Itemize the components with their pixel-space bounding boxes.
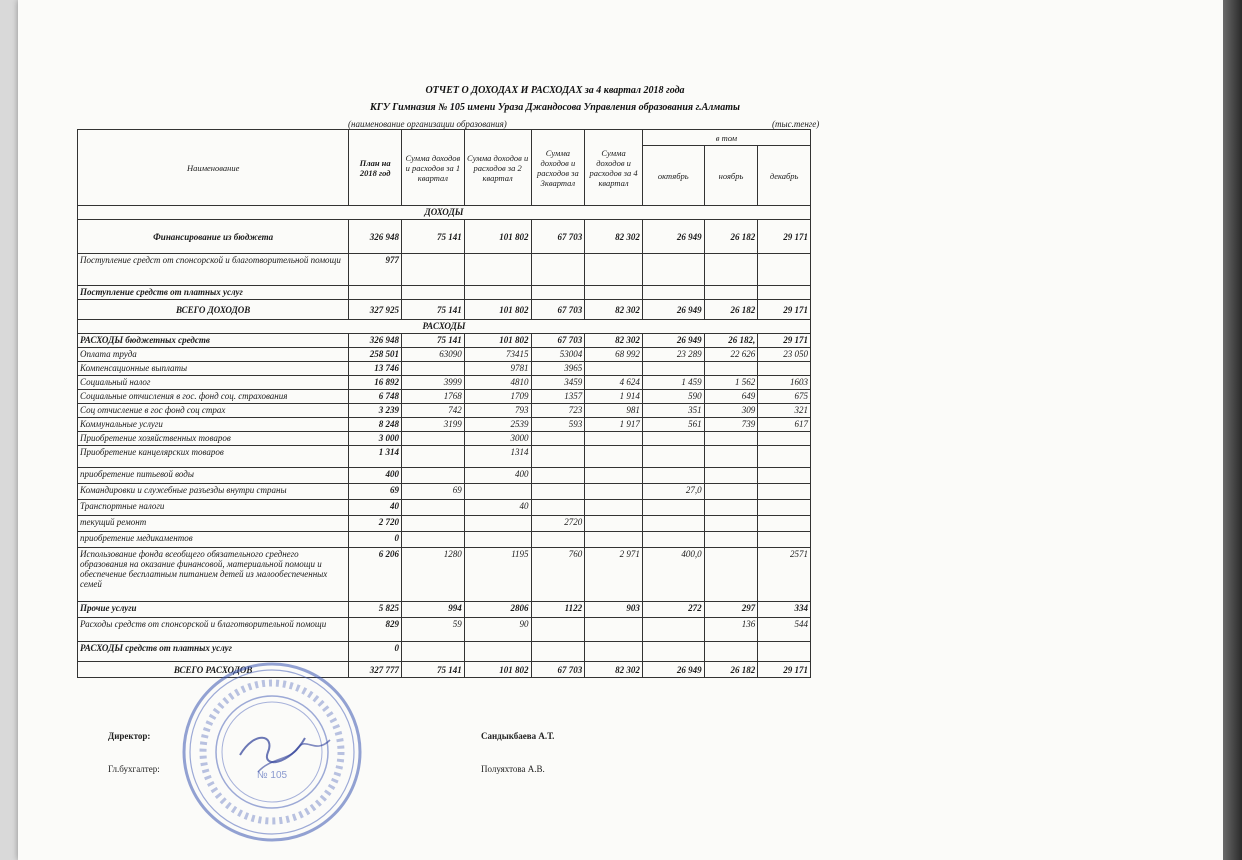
organization-name: КГУ Гимназия № 105 имени Ураза Джандосова Управления образования г.Алматы bbox=[370, 102, 740, 113]
cell-oct: 351 bbox=[642, 404, 704, 418]
row-label: Приобретение канцелярских товаров bbox=[78, 446, 349, 468]
cell-q4 bbox=[585, 500, 643, 516]
cell-oct bbox=[642, 618, 704, 642]
row-label: текущий ремонт bbox=[78, 516, 349, 532]
cell-nov bbox=[704, 484, 758, 500]
cell-q1: 742 bbox=[401, 404, 464, 418]
cell-nov: 26 182, bbox=[704, 334, 758, 348]
cell-plan: 1 314 bbox=[349, 446, 402, 468]
table-row bbox=[78, 642, 811, 662]
cell-oct bbox=[642, 362, 704, 376]
cell-oct bbox=[642, 642, 704, 662]
table-row bbox=[78, 532, 811, 548]
row-label: РАСХОДЫ бюджетных средств bbox=[78, 334, 349, 348]
cell-q1: 994 bbox=[401, 602, 464, 618]
cell-dec: 1603 bbox=[758, 376, 811, 390]
cell-dec: 23 050 bbox=[758, 348, 811, 362]
cell-dec: 29 171 bbox=[758, 662, 811, 678]
cell-dec: 544 bbox=[758, 618, 811, 642]
cell-nov bbox=[704, 516, 758, 532]
cell-q1: 75 141 bbox=[401, 334, 464, 348]
header-oct: октябрь bbox=[642, 146, 704, 206]
cell-nov: 649 bbox=[704, 390, 758, 404]
header-in-that: в том bbox=[642, 130, 810, 146]
row-label: приобретение питьевой воды bbox=[78, 468, 349, 484]
row-label: Финансирование из бюджета bbox=[78, 220, 349, 254]
cell-nov bbox=[704, 254, 758, 286]
cell-nov bbox=[704, 548, 758, 602]
table-row bbox=[78, 418, 811, 432]
cell-dec bbox=[758, 516, 811, 532]
cell-dec: 2571 bbox=[758, 548, 811, 602]
cell-q3 bbox=[531, 468, 585, 484]
cell-q2: 2806 bbox=[464, 602, 531, 618]
cell-q4: 2 971 bbox=[585, 548, 643, 602]
cell-oct: 400,0 bbox=[642, 548, 704, 602]
section-expense: РАСХОДЫ bbox=[78, 320, 811, 334]
cell-q1 bbox=[401, 286, 464, 300]
cell-q3: 67 703 bbox=[531, 334, 585, 348]
cell-q4 bbox=[585, 532, 643, 548]
section-income: ДОХОДЫ bbox=[78, 206, 811, 220]
cell-q1: 59 bbox=[401, 618, 464, 642]
cell-nov: 136 bbox=[704, 618, 758, 642]
accountant-name: Полуяхтова А.В. bbox=[481, 764, 545, 774]
cell-nov: 26 182 bbox=[704, 662, 758, 678]
cell-nov bbox=[704, 286, 758, 300]
table-row bbox=[78, 484, 811, 500]
cell-q2: 400 bbox=[464, 468, 531, 484]
cell-q3 bbox=[531, 642, 585, 662]
table-row bbox=[78, 348, 811, 362]
organization-note: (наименование организации образования) bbox=[348, 119, 507, 129]
cell-q1: 1768 bbox=[401, 390, 464, 404]
cell-q4: 82 302 bbox=[585, 300, 643, 320]
cell-q3: 2720 bbox=[531, 516, 585, 532]
cell-q4 bbox=[585, 618, 643, 642]
cell-q4: 82 302 bbox=[585, 334, 643, 348]
cell-q2: 90 bbox=[464, 618, 531, 642]
cell-oct bbox=[642, 516, 704, 532]
cell-q2 bbox=[464, 516, 531, 532]
cell-q4 bbox=[585, 484, 643, 500]
cell-q4 bbox=[585, 286, 643, 300]
cell-q2 bbox=[464, 286, 531, 300]
header-plan: План на 2018 год bbox=[349, 130, 402, 206]
cell-plan: 6 748 bbox=[349, 390, 402, 404]
cell-dec bbox=[758, 432, 811, 446]
row-label: Командировки и служебные разъезды внутри страны bbox=[78, 484, 349, 500]
cell-oct bbox=[642, 286, 704, 300]
row-label: ВСЕГО РАСХОДОВ bbox=[78, 662, 349, 678]
row-label: Соц отчисление в гос фонд соц страх bbox=[78, 404, 349, 418]
row-label: РАСХОДЫ средств от платных услуг bbox=[78, 642, 349, 662]
cell-q1: 75 141 bbox=[401, 662, 464, 678]
cell-q3: 723 bbox=[531, 404, 585, 418]
cell-nov: 22 626 bbox=[704, 348, 758, 362]
unit-note: (тыс.тенге) bbox=[772, 119, 820, 129]
cell-plan: 0 bbox=[349, 642, 402, 662]
cell-oct: 561 bbox=[642, 418, 704, 432]
cell-oct bbox=[642, 446, 704, 468]
cell-dec bbox=[758, 286, 811, 300]
cell-q4: 4 624 bbox=[585, 376, 643, 390]
cell-q4 bbox=[585, 468, 643, 484]
cell-q2: 4810 bbox=[464, 376, 531, 390]
cell-q4 bbox=[585, 254, 643, 286]
cell-q3 bbox=[531, 286, 585, 300]
cell-q3: 1122 bbox=[531, 602, 585, 618]
cell-q2: 1195 bbox=[464, 548, 531, 602]
cell-dec bbox=[758, 642, 811, 662]
cell-q4: 981 bbox=[585, 404, 643, 418]
cell-q3 bbox=[531, 432, 585, 446]
cell-q2 bbox=[464, 642, 531, 662]
accountant-label: Гл.бухгалтер: bbox=[108, 764, 160, 774]
director-label: Директор: bbox=[108, 731, 151, 741]
row-label: Коммунальные услуги bbox=[78, 418, 349, 432]
header-dec: декабрь bbox=[758, 146, 811, 206]
cell-q3: 53004 bbox=[531, 348, 585, 362]
cell-oct bbox=[642, 254, 704, 286]
cell-nov: 26 182 bbox=[704, 300, 758, 320]
cell-q4: 82 302 bbox=[585, 220, 643, 254]
cell-dec bbox=[758, 254, 811, 286]
cell-dec: 29 171 bbox=[758, 220, 811, 254]
table-row bbox=[78, 300, 811, 320]
cell-plan: 8 248 bbox=[349, 418, 402, 432]
row-label: ВСЕГО ДОХОДОВ bbox=[78, 300, 349, 320]
row-label: приобретение медикаментов bbox=[78, 532, 349, 548]
cell-q2: 73415 bbox=[464, 348, 531, 362]
cell-q2: 2539 bbox=[464, 418, 531, 432]
cell-nov bbox=[704, 432, 758, 446]
cell-nov: 309 bbox=[704, 404, 758, 418]
cell-q1: 3199 bbox=[401, 418, 464, 432]
row-label: Оплата труда bbox=[78, 348, 349, 362]
cell-oct bbox=[642, 532, 704, 548]
cell-q2: 793 bbox=[464, 404, 531, 418]
cell-plan: 69 bbox=[349, 484, 402, 500]
table-row bbox=[78, 468, 811, 484]
cell-q1: 69 bbox=[401, 484, 464, 500]
cell-q3 bbox=[531, 532, 585, 548]
cell-plan: 13 746 bbox=[349, 362, 402, 376]
cell-nov: 297 bbox=[704, 602, 758, 618]
cell-q1: 75 141 bbox=[401, 300, 464, 320]
cell-dec bbox=[758, 362, 811, 376]
cell-q2: 9781 bbox=[464, 362, 531, 376]
cell-oct: 272 bbox=[642, 602, 704, 618]
cell-q2: 101 802 bbox=[464, 662, 531, 678]
cell-plan: 2 720 bbox=[349, 516, 402, 532]
cell-q3: 3965 bbox=[531, 362, 585, 376]
cell-q1 bbox=[401, 642, 464, 662]
cell-dec: 675 bbox=[758, 390, 811, 404]
header-nov: ноябрь bbox=[704, 146, 758, 206]
report-title: ОТЧЕТ О ДОХОДАХ И РАСХОДАХ за 4 квартал 2018 года bbox=[425, 85, 685, 96]
cell-q3: 67 703 bbox=[531, 300, 585, 320]
cell-q4: 68 992 bbox=[585, 348, 643, 362]
cell-plan: 258 501 bbox=[349, 348, 402, 362]
cell-plan: 5 825 bbox=[349, 602, 402, 618]
cell-plan: 400 bbox=[349, 468, 402, 484]
table-row bbox=[78, 286, 811, 300]
row-label: Прочие услуги bbox=[78, 602, 349, 618]
cell-q1 bbox=[401, 516, 464, 532]
cell-plan: 0 bbox=[349, 532, 402, 548]
cell-dec: 29 171 bbox=[758, 300, 811, 320]
table-row bbox=[78, 376, 811, 390]
table-row bbox=[78, 390, 811, 404]
header-q3: Сумма доходов и расходов за 3квартал bbox=[531, 130, 585, 206]
cell-oct: 27,0 bbox=[642, 484, 704, 500]
cell-plan: 16 892 bbox=[349, 376, 402, 390]
cell-q4 bbox=[585, 642, 643, 662]
cell-oct: 1 459 bbox=[642, 376, 704, 390]
cell-q2: 101 802 bbox=[464, 220, 531, 254]
cell-q1: 3999 bbox=[401, 376, 464, 390]
cell-q2: 101 802 bbox=[464, 334, 531, 348]
cell-q3 bbox=[531, 446, 585, 468]
cell-nov bbox=[704, 532, 758, 548]
table-row bbox=[78, 334, 811, 348]
official-stamp-seal bbox=[180, 660, 364, 844]
header-q4: Сумма доходов и расходов за 4 квартал bbox=[585, 130, 643, 206]
cell-q2: 101 802 bbox=[464, 300, 531, 320]
cell-oct: 590 bbox=[642, 390, 704, 404]
cell-q2 bbox=[464, 484, 531, 500]
cell-q3: 760 bbox=[531, 548, 585, 602]
cell-q1 bbox=[401, 254, 464, 286]
table-row bbox=[78, 220, 811, 254]
cell-dec: 617 bbox=[758, 418, 811, 432]
cell-plan: 829 bbox=[349, 618, 402, 642]
cell-nov bbox=[704, 468, 758, 484]
cell-dec: 29 171 bbox=[758, 334, 811, 348]
cell-plan: 977 bbox=[349, 254, 402, 286]
cell-q2: 1709 bbox=[464, 390, 531, 404]
cell-oct bbox=[642, 500, 704, 516]
cell-nov bbox=[704, 642, 758, 662]
row-label: Поступление средств от платных услуг bbox=[78, 286, 349, 300]
cell-nov: 739 bbox=[704, 418, 758, 432]
director-name: Сандыкбаева А.Т. bbox=[481, 731, 555, 741]
cell-q4 bbox=[585, 516, 643, 532]
cell-plan: 3 239 bbox=[349, 404, 402, 418]
cell-nov bbox=[704, 500, 758, 516]
cell-oct: 26 949 bbox=[642, 300, 704, 320]
cell-q3: 593 bbox=[531, 418, 585, 432]
cell-nov bbox=[704, 362, 758, 376]
cell-plan: 327 925 bbox=[349, 300, 402, 320]
cell-q1: 1280 bbox=[401, 548, 464, 602]
cell-nov: 26 182 bbox=[704, 220, 758, 254]
cell-dec: 321 bbox=[758, 404, 811, 418]
cell-q2 bbox=[464, 254, 531, 286]
cell-q3 bbox=[531, 618, 585, 642]
cell-q3: 1357 bbox=[531, 390, 585, 404]
table-row bbox=[78, 362, 811, 376]
cell-plan: 40 bbox=[349, 500, 402, 516]
cell-q2: 40 bbox=[464, 500, 531, 516]
table-row bbox=[78, 548, 811, 602]
header-name: Наименование bbox=[78, 130, 349, 206]
header-q2: Сумма доходов и расходов за 2 квартал bbox=[464, 130, 531, 206]
row-label: Компенсационные выплаты bbox=[78, 362, 349, 376]
cell-plan: 326 948 bbox=[349, 220, 402, 254]
header-q1: Сумма доходов и расходов за 1 квартал bbox=[401, 130, 464, 206]
cell-q3 bbox=[531, 500, 585, 516]
cell-q1 bbox=[401, 362, 464, 376]
cell-plan: 327 777 bbox=[349, 662, 402, 678]
cell-q2: 3000 bbox=[464, 432, 531, 446]
cell-q4 bbox=[585, 432, 643, 446]
svg-text:№ 105: № 105 bbox=[256, 770, 288, 781]
cell-q1: 75 141 bbox=[401, 220, 464, 254]
table-row bbox=[78, 254, 811, 286]
cell-q3: 67 703 bbox=[531, 662, 585, 678]
table-row bbox=[78, 446, 811, 468]
row-label: Поступление средст от спонсорской и благотворительной помощи bbox=[78, 254, 349, 286]
cell-q4 bbox=[585, 446, 643, 468]
cell-plan: 326 948 bbox=[349, 334, 402, 348]
cell-oct: 26 949 bbox=[642, 220, 704, 254]
cell-dec bbox=[758, 468, 811, 484]
table-row bbox=[78, 404, 811, 418]
cell-plan bbox=[349, 286, 402, 300]
cell-dec bbox=[758, 484, 811, 500]
cell-q3: 3459 bbox=[531, 376, 585, 390]
cell-q3 bbox=[531, 484, 585, 500]
row-label: Транспортные налоги bbox=[78, 500, 349, 516]
table-row bbox=[78, 500, 811, 516]
table-row bbox=[78, 516, 811, 532]
scan-edge-shadow bbox=[1223, 0, 1242, 860]
cell-oct: 26 949 bbox=[642, 334, 704, 348]
cell-q1 bbox=[401, 500, 464, 516]
cell-q1 bbox=[401, 532, 464, 548]
cell-q4: 1 917 bbox=[585, 418, 643, 432]
row-label: Социальный налог bbox=[78, 376, 349, 390]
cell-oct bbox=[642, 432, 704, 446]
cell-dec bbox=[758, 532, 811, 548]
row-label: Расходы средств от спонсорской и благотворительной помощи bbox=[78, 618, 349, 642]
cell-nov: 1 562 bbox=[704, 376, 758, 390]
table-row bbox=[78, 432, 811, 446]
cell-q4: 82 302 bbox=[585, 662, 643, 678]
cell-plan: 3 000 bbox=[349, 432, 402, 446]
table-row bbox=[78, 602, 811, 618]
cell-oct: 26 949 bbox=[642, 662, 704, 678]
cell-q1: 63090 bbox=[401, 348, 464, 362]
row-label: Использование фонда всеобщего обязательного среднего образования на оказание финансовой, материальной помощи и обеспечение бесплатным питанием детей из малообеспеченных семей bbox=[78, 548, 349, 602]
cell-dec bbox=[758, 446, 811, 468]
cell-q4 bbox=[585, 362, 643, 376]
cell-q2 bbox=[464, 532, 531, 548]
row-label: Приобретение хозяйственных товаров bbox=[78, 432, 349, 446]
cell-q1 bbox=[401, 446, 464, 468]
cell-dec: 334 bbox=[758, 602, 811, 618]
report-table bbox=[77, 129, 811, 678]
cell-plan: 6 206 bbox=[349, 548, 402, 602]
cell-q1 bbox=[401, 432, 464, 446]
cell-oct bbox=[642, 468, 704, 484]
cell-dec bbox=[758, 500, 811, 516]
cell-q3: 67 703 bbox=[531, 220, 585, 254]
cell-q4: 1 914 bbox=[585, 390, 643, 404]
cell-nov bbox=[704, 446, 758, 468]
table-row bbox=[78, 618, 811, 642]
cell-q3 bbox=[531, 254, 585, 286]
cell-oct: 23 289 bbox=[642, 348, 704, 362]
cell-q4: 903 bbox=[585, 602, 643, 618]
cell-q2: 1314 bbox=[464, 446, 531, 468]
cell-q1 bbox=[401, 468, 464, 484]
row-label: Социальные отчисления в гос. фонд соц. страхования bbox=[78, 390, 349, 404]
